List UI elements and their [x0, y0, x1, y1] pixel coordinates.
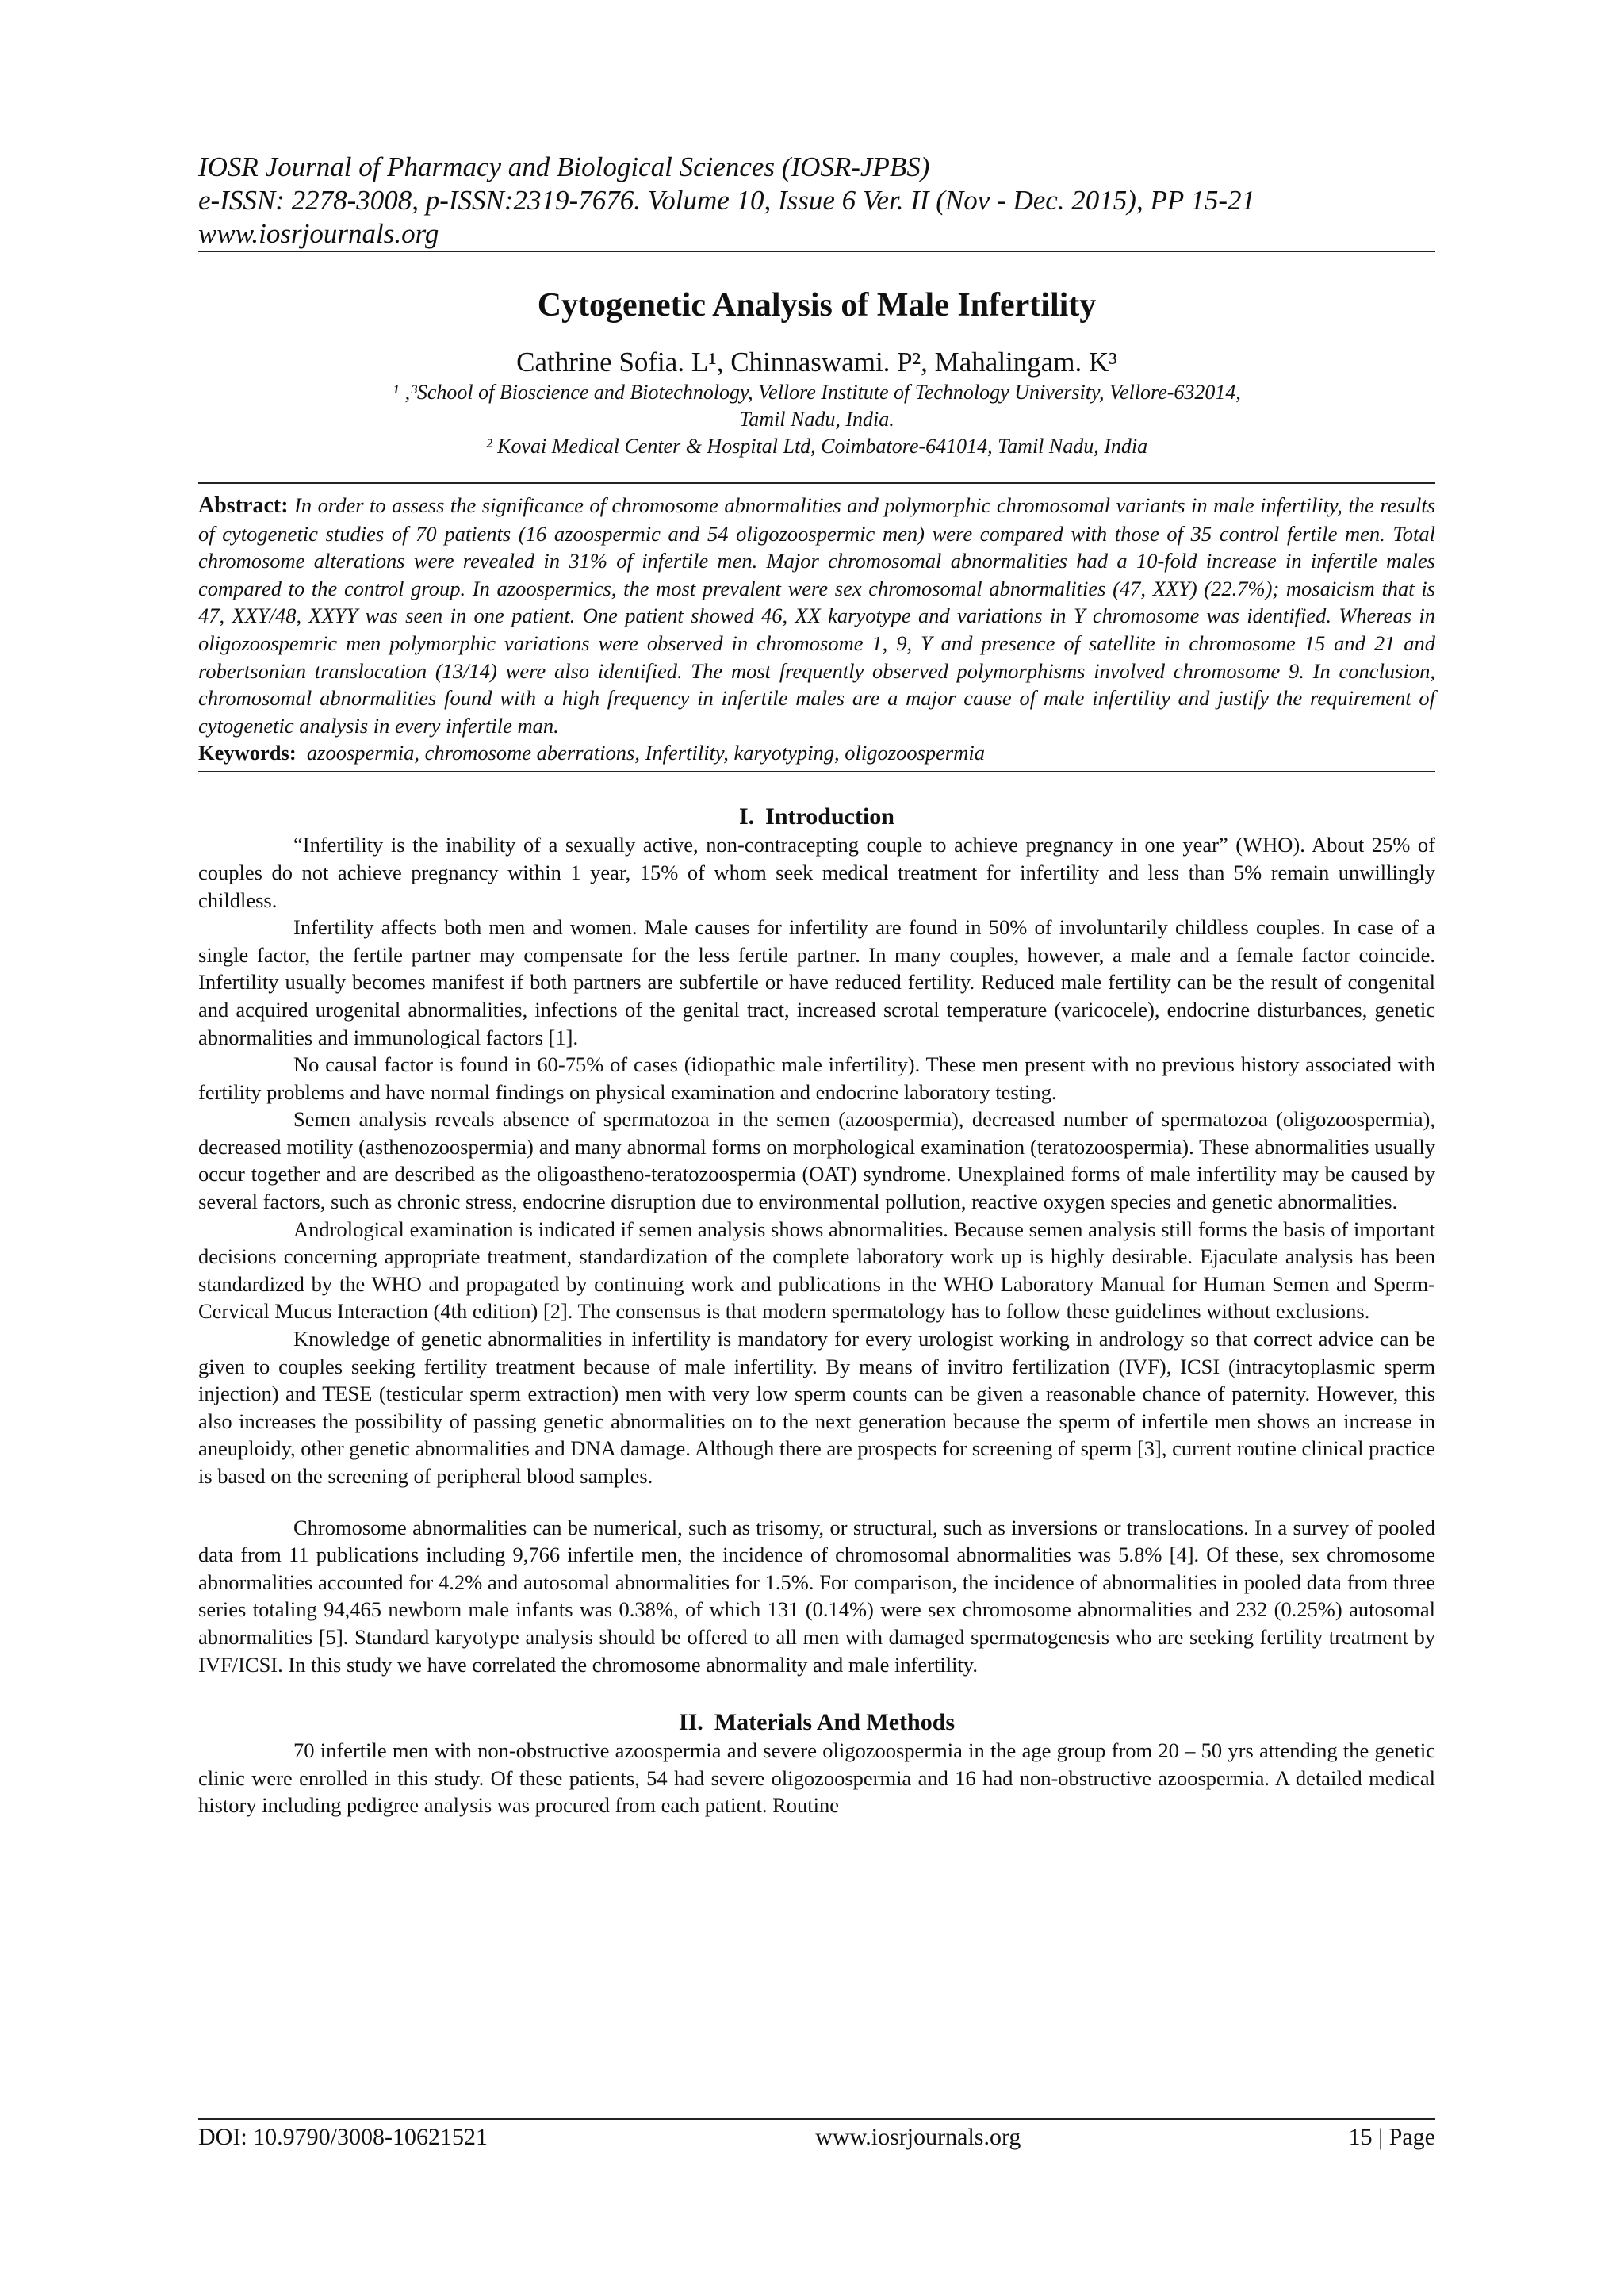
footer-rule [198, 2118, 1435, 2120]
paragraph: Knowledge of genetic abnormalities in infertility is mandatory for every urologist working in andrology so that correct advice can be given to couples seeking fertility treatment because of male infertility. By means of invitro fertilization (IVF), ICSI (intracytoplasmic sperm injection) and TESE (testicular sperm extraction) men with very low sperm counts can be given a reasonable chance of paternity. However, this also increases the possibility of passing genetic abnormalities on to the next generation because the sperm of infertile men shows an increase in aneuploidy, other genetic abnormalities and DNA damage. Although there are prospects for screening of sperm [3], current routine clinical practice is based on the screening of peripheral blood samples. [198, 1327, 1435, 1488]
abstract [198, 492, 1435, 739]
affiliation-1-country: Tamil Nadu, India. [739, 408, 894, 431]
paper-title: Cytogenetic Analysis of Male Infertility [537, 287, 1097, 324]
section-title: Materials And Methods [714, 1709, 956, 1736]
section-heading-introduction [198, 803, 1435, 831]
abstract-block [198, 482, 1435, 772]
paragraph: No causal factor is found in 60-75% of cases (idiopathic male infertility). These men present with no previous history associated with fertility problems and have normal findings on physical examination and endocrine laboratory testing. [198, 1052, 1435, 1104]
section-title: Introduction [765, 803, 894, 830]
section-number: I. [738, 803, 755, 830]
document-page [198, 151, 1435, 1819]
section-number: II. [678, 1709, 703, 1736]
keywords-label: Keywords: [198, 741, 297, 765]
paragraph-gap [198, 1490, 1435, 1514]
paragraph: Infertility affects both men and women. Male causes for infertility are found in 50% of involuntarily childless couples. In case of a single factor, the fertile partner may compensate for the less fertile partner. In many couples, however, a male and a female factor coincide. Infertility usually becomes manifest if both partners are subfertile or have reduced fertility. Reduced male fertility can be the result of congenital and acquired urogenital abnormalities, infections of the genital tract, increased scrotal temperature (varicocele), endocrine disturbances, genetic abnormalities and immunological factors [1]. [198, 915, 1435, 1049]
journal-header [198, 151, 1435, 251]
paragraph: “Infertility is the inability of a sexually active, non-contracepting couple to achieve pregnancy in one year” (WHO). About 25% of couples do not achieve pregnancy within 1 year, 15% of whom seek medical treatment for infertility and less than 5% remain unwillingly childless. [198, 833, 1435, 912]
abstract-text: In order to assess the significance of chromosome abnormalities and polymorphic chromosomal variants in male infertility, the results of cytogenetic studies of 70 patients (16 azoospermic and 54 oligozoospermic men) were compared with those of 35 control fertile men. Total chromosome alterations were revealed in 31% of infertile men. Major chromosomal abnormalities had a 10-fold increase in infertile males compared to the control group. In azoospermics, the most prevalent were sex chromosomal abnormalities (47, XXY) (22.7%); mosaicism that is 47, XXY/48, XXYY was seen in one patient. One patient showed 46, XX karyotype and variations in Y chromosome was identified. Whereas in oligozoospemric men polymorphic variations were observed in chromosome 1, 9, Y and presence of satellite in chromosome 15 and 21 and robertsonian translocation (13/14) were also identified. The most frequently observed polymorphisms involved chromosome 9. In conclusion, chromosomal abnormalities found with a high frequency in infertile males are a major cause of male infertility and justify the requirement of cytogenetic analysis in every infertile man. [198, 493, 1436, 738]
journal-website[interactable]: www.iosrjournals.org [198, 218, 439, 249]
issn-line: e-ISSN: 2278-3008, p-ISSN:2319-7676. Volume 10, Issue 6 Ver. II (Nov - Dec. 2015), PP 15-21 [198, 185, 1255, 216]
paragraph: 70 infertile men with non-obstructive azoospermia and severe oligozoospermia in the age group from 20 – 50 yrs attending the genetic clinic were enrolled in this study. Of these patients, 54 had severe oligozoospermia and 16 had non-obstructive azoospermia. A detailed medical history including pedigree analysis was procured from each patient. Routine [198, 1738, 1435, 1818]
keywords [198, 739, 1435, 766]
methods-body [198, 1737, 1435, 1819]
keywords-text: azoospermia, chromosome aberrations, Infertility, karyotyping, oligozoospermia [306, 741, 985, 765]
author-list: Cathrine Sofia. L¹, Chinnaswami. P², Mahalingam. K³ [516, 347, 1117, 378]
section-heading-materials-methods [198, 1708, 1435, 1737]
affiliation-2: ² Kovai Medical Center & Hospital Ltd, Coimbatore-641014, Tamil Nadu, India [485, 435, 1148, 458]
page-footer [198, 2122, 1435, 2152]
footer-page-number: 15 | Page [1348, 2124, 1435, 2150]
paragraph: Chromosome abnormalities can be numerical, such as trisomy, or structural, such as inversions or translocations. In a survey of pooled data from 11 publications including 9,766 infertile men, the incidence of chromosomal abnormalities was 5.8% [4]. Of these, sex chromosome abnormalities accounted for 4.2% and autosomal abnormalities for 1.5%. For comparison, the incidence of abnormalities in pooled data from three series totaling 94,465 newborn male infants was 0.38%, of which 131 (0.14%) were sex chromosome abnormalities and 232 (0.25%) autosomal abnormalities [5]. Standard karyotype analysis should be offered to all men with damaged spermatogenesis who are seeking fertility treatment by IVF/ICSI. In this study we have correlated the chromosome abnormality and male infertility. [198, 1515, 1435, 1677]
footer-website[interactable]: www.iosrjournals.org [815, 2124, 1021, 2150]
header-rule [198, 251, 1435, 252]
journal-name: IOSR Journal of Pharmacy and Biological Sciences (IOSR-JPBS) [198, 151, 930, 182]
paragraph: Semen analysis reveals absence of spermatozoa in the semen (azoospermia), decreased number of spermatozoa (oligozoospermia), decreased motility (asthenozoospermia) and many abnormal forms on morphological examination (teratozoospermia). These abnormalities usually occur together and are described as the oligoastheno-teratozoospermia (OAT) syndrome. Unexplained forms of male infertility may be caused by several factors, such as chronic stress, endocrine disruption due to environmental pollution, reactive oxygen species and genetic abnormalities. [198, 1107, 1435, 1214]
affiliation-1: ¹ ‚³School of Bioscience and Biotechnology, Vellore Institute of Technology University, Vellore-632014, [393, 381, 1241, 404]
abstract-label: Abstract: [198, 493, 289, 518]
footer-doi: DOI: 10.9790/3008-10621521 [198, 2124, 488, 2150]
introduction-body [198, 831, 1435, 1678]
paragraph: Andrological examination is indicated if semen analysis shows abnormalities. Because semen analysis still forms the basis of important decisions concerning appropriate treatment, standardization of the complete laboratory work up is highly desirable. Ejaculate analysis has been standardized by the WHO and propagated by continuing work and publications in the WHO Laboratory Manual for Human Semen and Sperm-Cervical Mucus Interaction (4th edition) [2]. The consensus is that modern spermatology has to follow these guidelines without exclusions. [198, 1217, 1435, 1324]
